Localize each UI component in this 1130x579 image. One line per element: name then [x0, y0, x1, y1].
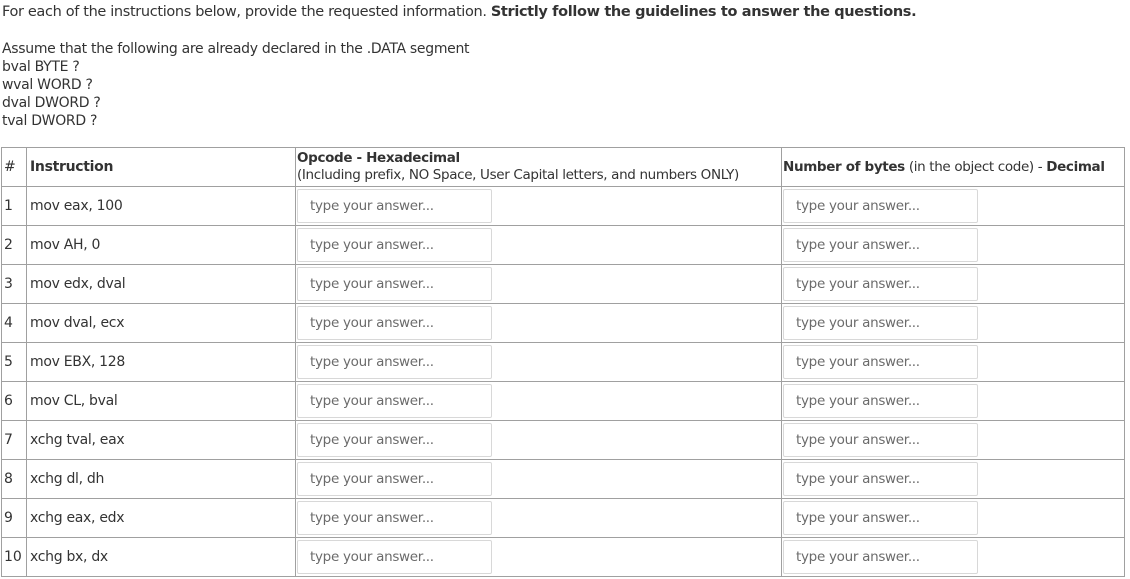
declaration-line: wval WORD ?	[2, 77, 93, 93]
opcode-cell	[296, 499, 782, 538]
bytes-cell	[782, 304, 1125, 343]
bytes-cell	[782, 499, 1125, 538]
opcode-cell	[296, 187, 782, 226]
header-opcode-note: (Including prefix, NO Space, User Capital letters, and numbers ONLY)	[297, 167, 739, 183]
row-instruction: mov CL, bval	[27, 382, 296, 421]
row-number: 7	[2, 421, 27, 460]
declarations-block	[2, 40, 469, 130]
opcode-cell	[296, 304, 782, 343]
intro-bold: Strictly follow the guidelines to answer the questions.	[490, 4, 917, 20]
row-number: 8	[2, 460, 27, 499]
declaration-line: bval BYTE ?	[2, 59, 80, 75]
table-row	[2, 304, 1125, 343]
bytes-input[interactable]	[783, 462, 978, 496]
opcode-cell	[296, 460, 782, 499]
row-instruction: xchg dl, dh	[27, 460, 296, 499]
bytes-input[interactable]	[783, 501, 978, 535]
row-number: 1	[2, 187, 27, 226]
declaration-line: dval DWORD ?	[2, 95, 101, 111]
intro-text: For each of the instructions below, provide the requested information.	[2, 4, 487, 20]
table-row	[2, 460, 1125, 499]
row-instruction: mov edx, dval	[27, 265, 296, 304]
opcode-input[interactable]	[297, 384, 492, 418]
opcode-cell	[296, 265, 782, 304]
opcode-input[interactable]	[297, 462, 492, 496]
header-bytes-bold: Number of bytes	[783, 159, 905, 175]
row-instruction: mov eax, 100	[27, 187, 296, 226]
row-number: 10	[2, 538, 27, 577]
table-body	[2, 187, 1125, 577]
opcode-input[interactable]	[297, 501, 492, 535]
row-instruction: xchg eax, edx	[27, 499, 296, 538]
bytes-cell	[782, 187, 1125, 226]
bytes-cell	[782, 538, 1125, 577]
bytes-cell	[782, 382, 1125, 421]
header-bytes	[782, 148, 1125, 187]
row-number: 4	[2, 304, 27, 343]
row-instruction: mov AH, 0	[27, 226, 296, 265]
bytes-input[interactable]	[783, 540, 978, 574]
answer-table	[1, 147, 1125, 577]
opcode-cell	[296, 382, 782, 421]
header-bytes-mid: (in the object code) -	[904, 159, 1047, 175]
assume-text: Assume that the following are already declared in the .DATA segment	[2, 41, 470, 57]
opcode-input[interactable]	[297, 228, 492, 262]
bytes-input[interactable]	[783, 423, 978, 457]
header-opcode	[296, 148, 782, 187]
row-number: 5	[2, 343, 27, 382]
bytes-cell	[782, 343, 1125, 382]
bytes-cell	[782, 226, 1125, 265]
bytes-input[interactable]	[783, 345, 978, 379]
header-row	[2, 148, 1125, 187]
row-number: 3	[2, 265, 27, 304]
table-row	[2, 538, 1125, 577]
opcode-input[interactable]	[297, 345, 492, 379]
header-num: #	[2, 148, 27, 187]
table-row	[2, 421, 1125, 460]
opcode-input[interactable]	[297, 540, 492, 574]
opcode-cell	[296, 421, 782, 460]
bytes-input[interactable]	[783, 267, 978, 301]
header-opcode-title: Opcode - Hexadecimal	[297, 150, 460, 166]
bytes-input[interactable]	[783, 189, 978, 223]
row-number: 6	[2, 382, 27, 421]
row-instruction: xchg bx, dx	[27, 538, 296, 577]
header-instruction: Instruction	[27, 148, 296, 187]
opcode-input[interactable]	[297, 306, 492, 340]
bytes-cell	[782, 421, 1125, 460]
row-number: 9	[2, 499, 27, 538]
opcode-cell	[296, 343, 782, 382]
opcode-cell	[296, 538, 782, 577]
row-number: 2	[2, 226, 27, 265]
opcode-input[interactable]	[297, 267, 492, 301]
row-instruction: mov dval, ecx	[27, 304, 296, 343]
instructions-intro	[2, 4, 916, 20]
row-instruction: mov EBX, 128	[27, 343, 296, 382]
table-row	[2, 499, 1125, 538]
bytes-input[interactable]	[783, 228, 978, 262]
header-bytes-end: Decimal	[1046, 159, 1105, 175]
bytes-cell	[782, 265, 1125, 304]
opcode-cell	[296, 226, 782, 265]
opcode-input[interactable]	[297, 423, 492, 457]
table-row	[2, 226, 1125, 265]
bytes-input[interactable]	[783, 384, 978, 418]
table-row	[2, 187, 1125, 226]
table-row	[2, 343, 1125, 382]
table-row	[2, 382, 1125, 421]
opcode-input[interactable]	[297, 189, 492, 223]
table-row	[2, 265, 1125, 304]
declaration-line: tval DWORD ?	[2, 113, 98, 129]
row-instruction: xchg tval, eax	[27, 421, 296, 460]
bytes-cell	[782, 460, 1125, 499]
bytes-input[interactable]	[783, 306, 978, 340]
